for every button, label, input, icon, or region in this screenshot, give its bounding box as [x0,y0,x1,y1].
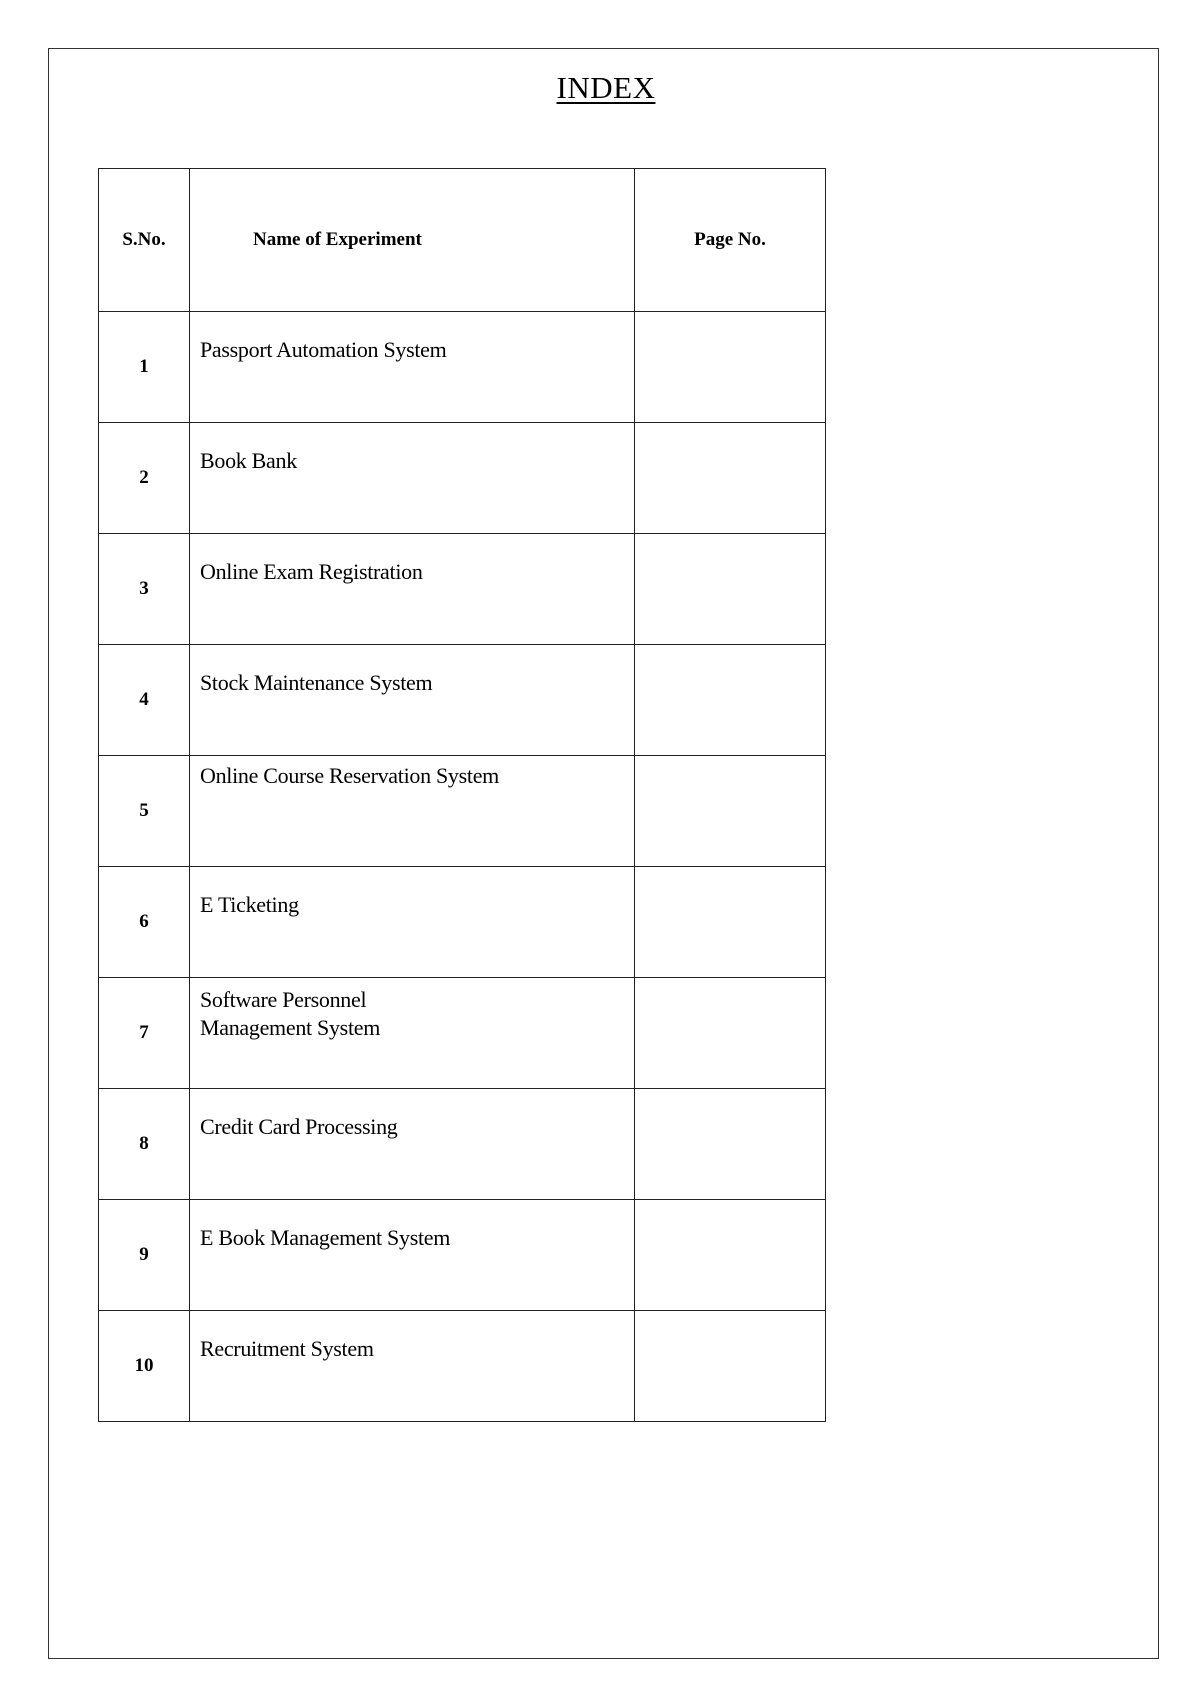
row-sno: 3 [99,534,190,645]
row-sno: 6 [99,867,190,978]
row-experiment-name: Credit Card Processing [190,1089,635,1200]
row-page-no [635,1200,826,1311]
table-row [99,1311,826,1422]
table-row [99,1089,826,1200]
row-page-no [635,756,826,867]
row-sno: 4 [99,645,190,756]
row-experiment-name: Book Bank [190,423,635,534]
table-row [99,1200,826,1311]
row-experiment-name: Stock Maintenance System [190,645,635,756]
row-experiment-name: Online Exam Registration [190,534,635,645]
row-experiment-name: E Ticketing [190,867,635,978]
page-title: INDEX [556,70,656,105]
index-table [98,168,826,1422]
row-sno: 7 [99,978,190,1089]
row-experiment-name-line: Software Personnel [200,987,367,1012]
table-row [99,312,826,423]
row-page-no [635,1311,826,1422]
table-row [99,867,826,978]
row-experiment-name [190,978,635,1089]
row-page-no [635,867,826,978]
table-row [99,756,826,867]
row-sno: 5 [99,756,190,867]
row-page-no [635,423,826,534]
row-page-no [635,534,826,645]
row-experiment-name: Passport Automation System [190,312,635,423]
table-row [99,534,826,645]
row-page-no [635,645,826,756]
row-page-no [635,978,826,1089]
row-page-no [635,1089,826,1200]
row-page-no [635,312,826,423]
table-row [99,978,826,1089]
row-experiment-name: Online Course Reservation System [190,756,635,867]
row-sno: 1 [99,312,190,423]
row-sno: 2 [99,423,190,534]
row-experiment-name: E Book Management System [190,1200,635,1311]
row-sno: 9 [99,1200,190,1311]
row-experiment-name-line: Management System [200,1015,381,1040]
header-page-no: Page No. [635,169,826,312]
header-sno: S.No. [99,169,190,312]
header-name-of-experiment: Name of Experiment [190,169,635,312]
row-sno: 8 [99,1089,190,1200]
table-row [99,423,826,534]
row-sno: 10 [99,1311,190,1422]
row-experiment-name: Recruitment System [190,1311,635,1422]
table-row [99,645,826,756]
table-header-row [99,169,826,312]
